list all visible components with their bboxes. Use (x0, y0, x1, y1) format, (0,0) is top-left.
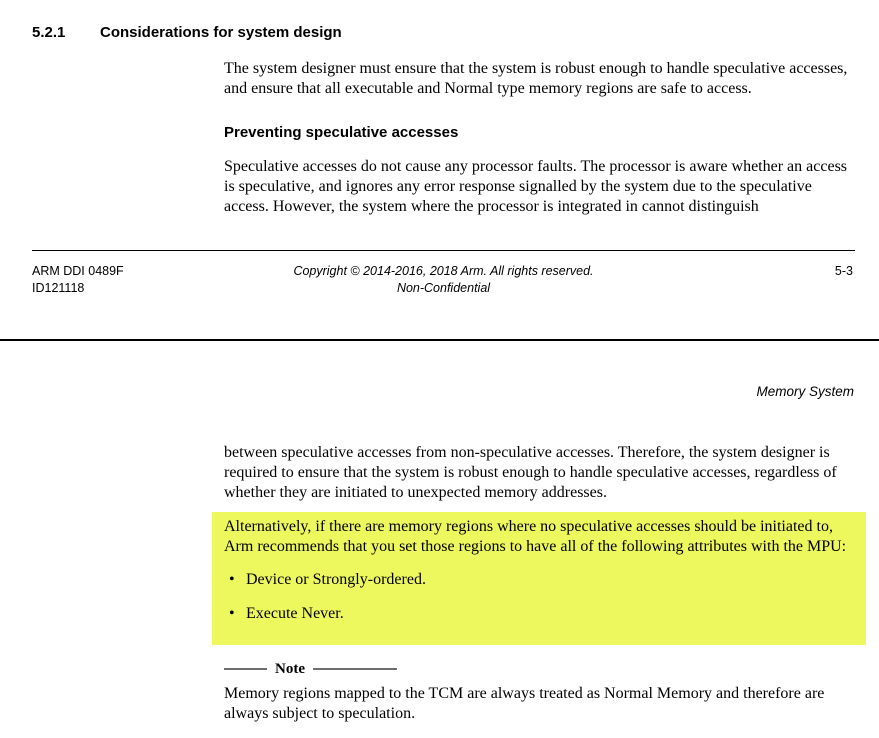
footer-divider-rule (32, 250, 855, 251)
footer-copyright-line: Copyright © 2014-2016, 2018 Arm. All rights reserved. (293, 264, 594, 278)
note-rule-right (313, 668, 397, 670)
footer-page-number: 5-3 (834, 264, 853, 278)
running-header-memory-system: Memory System (756, 384, 854, 399)
highlight-block (212, 512, 866, 645)
paragraph-between-speculative: between speculative accesses from non-speculative accesses. Therefore, the system designer is required to ensure that the system is robust enough to handle speculative accesses, regardless of whether they are initiated to unexpected memory addresses. (224, 444, 837, 501)
note-paragraph: Memory regions mapped to the TCM are always treated as Normal Memory and therefore are always subject to speculation. (224, 685, 825, 722)
paragraph-speculative-accesses: Speculative accesses do not cause any processor faults. The processor is aware whether an access is speculative, and ignores any error response signalled by the system due to the speculative access. However, the system where the processor is integrated in cannot distinguish (224, 158, 848, 215)
subheading-preventing-speculative-accesses: Preventing speculative accesses (224, 124, 459, 141)
bullet-icon: • (229, 605, 235, 622)
list-item (212, 604, 866, 624)
note-label: Note (275, 661, 305, 677)
bullet-text-execute-never: Execute Never. (246, 605, 344, 622)
footer-doc-id-line2: ID121118 (32, 281, 85, 295)
footer-confidentiality: Non-Confidential (396, 281, 491, 295)
section-heading: Considerations for system design (100, 24, 342, 41)
highlight-intro-text: Alternatively, if there are memory regions where no speculative accesses should be initiated to, Arm recommends that you set those regions to have all of the following attributes with the MPU: (224, 518, 847, 555)
footer-copyright (32, 263, 855, 297)
paragraph-system-designer: The system designer must ensure that the system is robust enough to handle speculative accesses, and ensure that all executable and Normal type memory regions are safe to access. (224, 60, 848, 97)
note-header (224, 661, 397, 677)
note-rule-left (224, 668, 267, 670)
bullet-icon: • (229, 571, 235, 588)
page-separator-rule (0, 339, 879, 341)
bullet-text-device: Device or Strongly-ordered. (246, 571, 426, 588)
list-item (212, 570, 866, 590)
section-number: 5.2.1 (32, 24, 66, 41)
footer-doc-id-line1: ARM DDI 0489F (32, 264, 124, 278)
